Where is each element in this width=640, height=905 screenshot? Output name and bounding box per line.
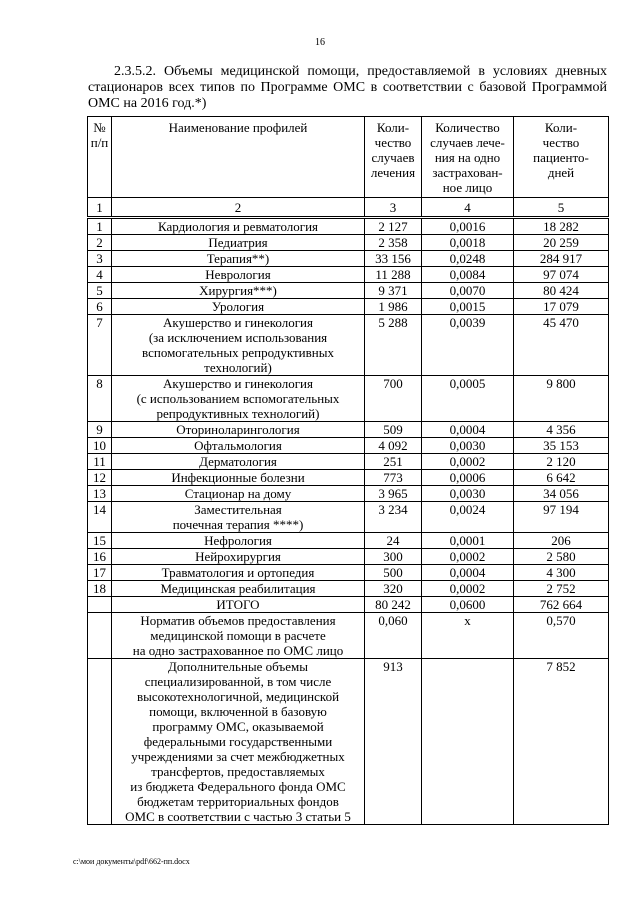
additional-patient-days: 7 852 [514,659,609,825]
row-profile-name: Нефрология [112,533,365,549]
row-number: 14 [88,502,112,533]
norm-cases: 0,060 [365,613,422,659]
row-cases: 2 358 [365,235,422,251]
row-profile-name: Урология [112,299,365,315]
norm-row [88,613,609,659]
row-cases: 509 [365,422,422,438]
row-number: 1 [88,218,112,235]
row-patient-days: 97 194 [514,502,609,533]
row-profile-name: Медицинская реабилитация [112,581,365,597]
row-cases-per-insured: 0,0084 [422,267,514,283]
row-cases-per-insured: 0,0030 [422,486,514,502]
norm-per-insured: х [422,613,514,659]
row-cases: 9 371 [365,283,422,299]
row-cases: 3 965 [365,486,422,502]
row-cases-per-insured: 0,0016 [422,218,514,235]
row-cases: 24 [365,533,422,549]
row-cases-per-insured: 0,0004 [422,422,514,438]
header-row [88,117,609,198]
row-patient-days: 20 259 [514,235,609,251]
row-patient-days: 206 [514,533,609,549]
row-number: 2 [88,235,112,251]
table-row [88,549,609,565]
row-patient-days: 97 074 [514,267,609,283]
row-cases: 3 234 [365,502,422,533]
row-cases-per-insured: 0,0001 [422,533,514,549]
row-number: 4 [88,267,112,283]
total-label: ИТОГО [112,597,365,613]
row-patient-days: 4 356 [514,422,609,438]
row-number: 10 [88,438,112,454]
row-cases-per-insured: 0,0002 [422,549,514,565]
row-number: 5 [88,283,112,299]
row-number: 16 [88,549,112,565]
table-row [88,267,609,283]
row-profile-name: Инфекционные болезни [112,470,365,486]
column-number: 4 [422,198,514,218]
row-cases: 1 986 [365,299,422,315]
column-number-row [88,198,609,218]
row-patient-days: 2 752 [514,581,609,597]
total-patient-days: 762 664 [514,597,609,613]
additional-row [88,659,609,825]
table-row [88,486,609,502]
row-number: 3 [88,251,112,267]
row-cases-per-insured: 0,0002 [422,581,514,597]
row-cases-per-insured: 0,0024 [422,502,514,533]
table-row [88,565,609,581]
row-patient-days: 80 424 [514,283,609,299]
row-cases-per-insured: 0,0002 [422,454,514,470]
row-patient-days: 34 056 [514,486,609,502]
row-number: 7 [88,315,112,376]
row-cases: 2 127 [365,218,422,235]
row-cases-per-insured: 0,0039 [422,315,514,376]
column-number: 3 [365,198,422,218]
row-cases: 251 [365,454,422,470]
row-profile-name: Терапия**) [112,251,365,267]
row-number: 17 [88,565,112,581]
row-profile-name: Нейрохирургия [112,549,365,565]
row-number: 12 [88,470,112,486]
row-profile-name: Стационар на дому [112,486,365,502]
row-profile-name: Офтальмология [112,438,365,454]
total-number-cell [88,597,112,613]
page-number: 16 [315,37,325,48]
table-row [88,581,609,597]
row-patient-days: 6 642 [514,470,609,486]
row-patient-days: 17 079 [514,299,609,315]
header-number: № п/п [88,117,112,198]
table-row [88,502,609,533]
total-per-insured: 0,0600 [422,597,514,613]
row-cases: 320 [365,581,422,597]
norm-label: Норматив объемов предоставления медицинской помощи в расчете на одно застрахованное по ОМС лицо [112,613,365,659]
row-cases-per-insured: 0,0248 [422,251,514,267]
row-number: 18 [88,581,112,597]
row-cases: 700 [365,376,422,422]
row-cases: 11 288 [365,267,422,283]
row-number: 9 [88,422,112,438]
additional-cases: 913 [365,659,422,825]
norm-patient-days: 0,570 [514,613,609,659]
total-row [88,597,609,613]
row-profile-name: Травматология и ортопедия [112,565,365,581]
row-cases: 500 [365,565,422,581]
row-cases-per-insured: 0,0005 [422,376,514,422]
row-cases-per-insured: 0,0006 [422,470,514,486]
row-cases-per-insured: 0,0018 [422,235,514,251]
row-profile-name: Оториноларингология [112,422,365,438]
row-number: 8 [88,376,112,422]
row-patient-days: 18 282 [514,218,609,235]
file-path-footer: c:\мои документы\pdf\662-пп.docx [73,857,190,866]
row-profile-name: Дерматология [112,454,365,470]
header-cases-per-insured: Количество случаев лече- ния на одно застрахован- ное лицо [422,117,514,198]
day-hospital-volumes-table [87,116,609,825]
row-number: 15 [88,533,112,549]
table-row [88,283,609,299]
table-row [88,218,609,235]
table-row [88,251,609,267]
header-profile-name: Наименование профилей [112,117,365,198]
column-number: 1 [88,198,112,218]
row-profile-name: Хирургия***) [112,283,365,299]
additional-per-insured [422,659,514,825]
column-number: 2 [112,198,365,218]
table-row [88,454,609,470]
row-patient-days: 2 580 [514,549,609,565]
row-cases-per-insured: 0,0004 [422,565,514,581]
table-row [88,533,609,549]
row-number: 13 [88,486,112,502]
table-row [88,235,609,251]
row-patient-days: 284 917 [514,251,609,267]
table-row [88,438,609,454]
header-patient-days: Коли- чество пациенто- дней [514,117,609,198]
section-heading: 2.3.5.2. Объемы медицинской помощи, предоставляемой в условиях дневных стационаров всех типов по Программе ОМС в соответствии с базовой Программой ОМС на 2016 год.*) [88,64,607,111]
row-profile-name: Педиатрия [112,235,365,251]
row-patient-days: 2 120 [514,454,609,470]
table-row [88,299,609,315]
table-row [88,376,609,422]
row-profile-name: Кардиология и ревматология [112,218,365,235]
row-cases: 33 156 [365,251,422,267]
row-profile-name: Заместительная почечная терапия ****) [112,502,365,533]
table-row [88,470,609,486]
row-patient-days: 4 300 [514,565,609,581]
row-cases-per-insured: 0,0030 [422,438,514,454]
norm-number-cell [88,613,112,659]
row-cases: 5 288 [365,315,422,376]
row-number: 6 [88,299,112,315]
additional-label: Дополнительные объемы специализированной, в том числе высокотехнологичной, медицинской помощи, включенной в базовую программу ОМС, оказываемой федеральными государственными учреждениями за счет межбюджетных трансфертов, предоставляемых из бюджета Федерального фонда ОМС бюджетам территориальных фондов ОМС в соответствии с частью 3 статьи 5 [112,659,365,825]
column-number: 5 [514,198,609,218]
total-cases: 80 242 [365,597,422,613]
table-row [88,315,609,376]
row-cases-per-insured: 0,0070 [422,283,514,299]
row-number: 11 [88,454,112,470]
row-cases: 300 [365,549,422,565]
row-profile-name: Неврология [112,267,365,283]
row-cases: 4 092 [365,438,422,454]
header-cases: Коли- чество случаев лечения [365,117,422,198]
row-patient-days: 35 153 [514,438,609,454]
additional-number-cell [88,659,112,825]
table-row [88,422,609,438]
row-profile-name: Акушерство и гинекология (за исключением использования вспомогательных репродуктивных технологий) [112,315,365,376]
row-patient-days: 45 470 [514,315,609,376]
row-profile-name: Акушерство и гинекология (с использованием вспомогательных репродуктивных технологий) [112,376,365,422]
row-cases: 773 [365,470,422,486]
row-cases-per-insured: 0,0015 [422,299,514,315]
row-patient-days: 9 800 [514,376,609,422]
